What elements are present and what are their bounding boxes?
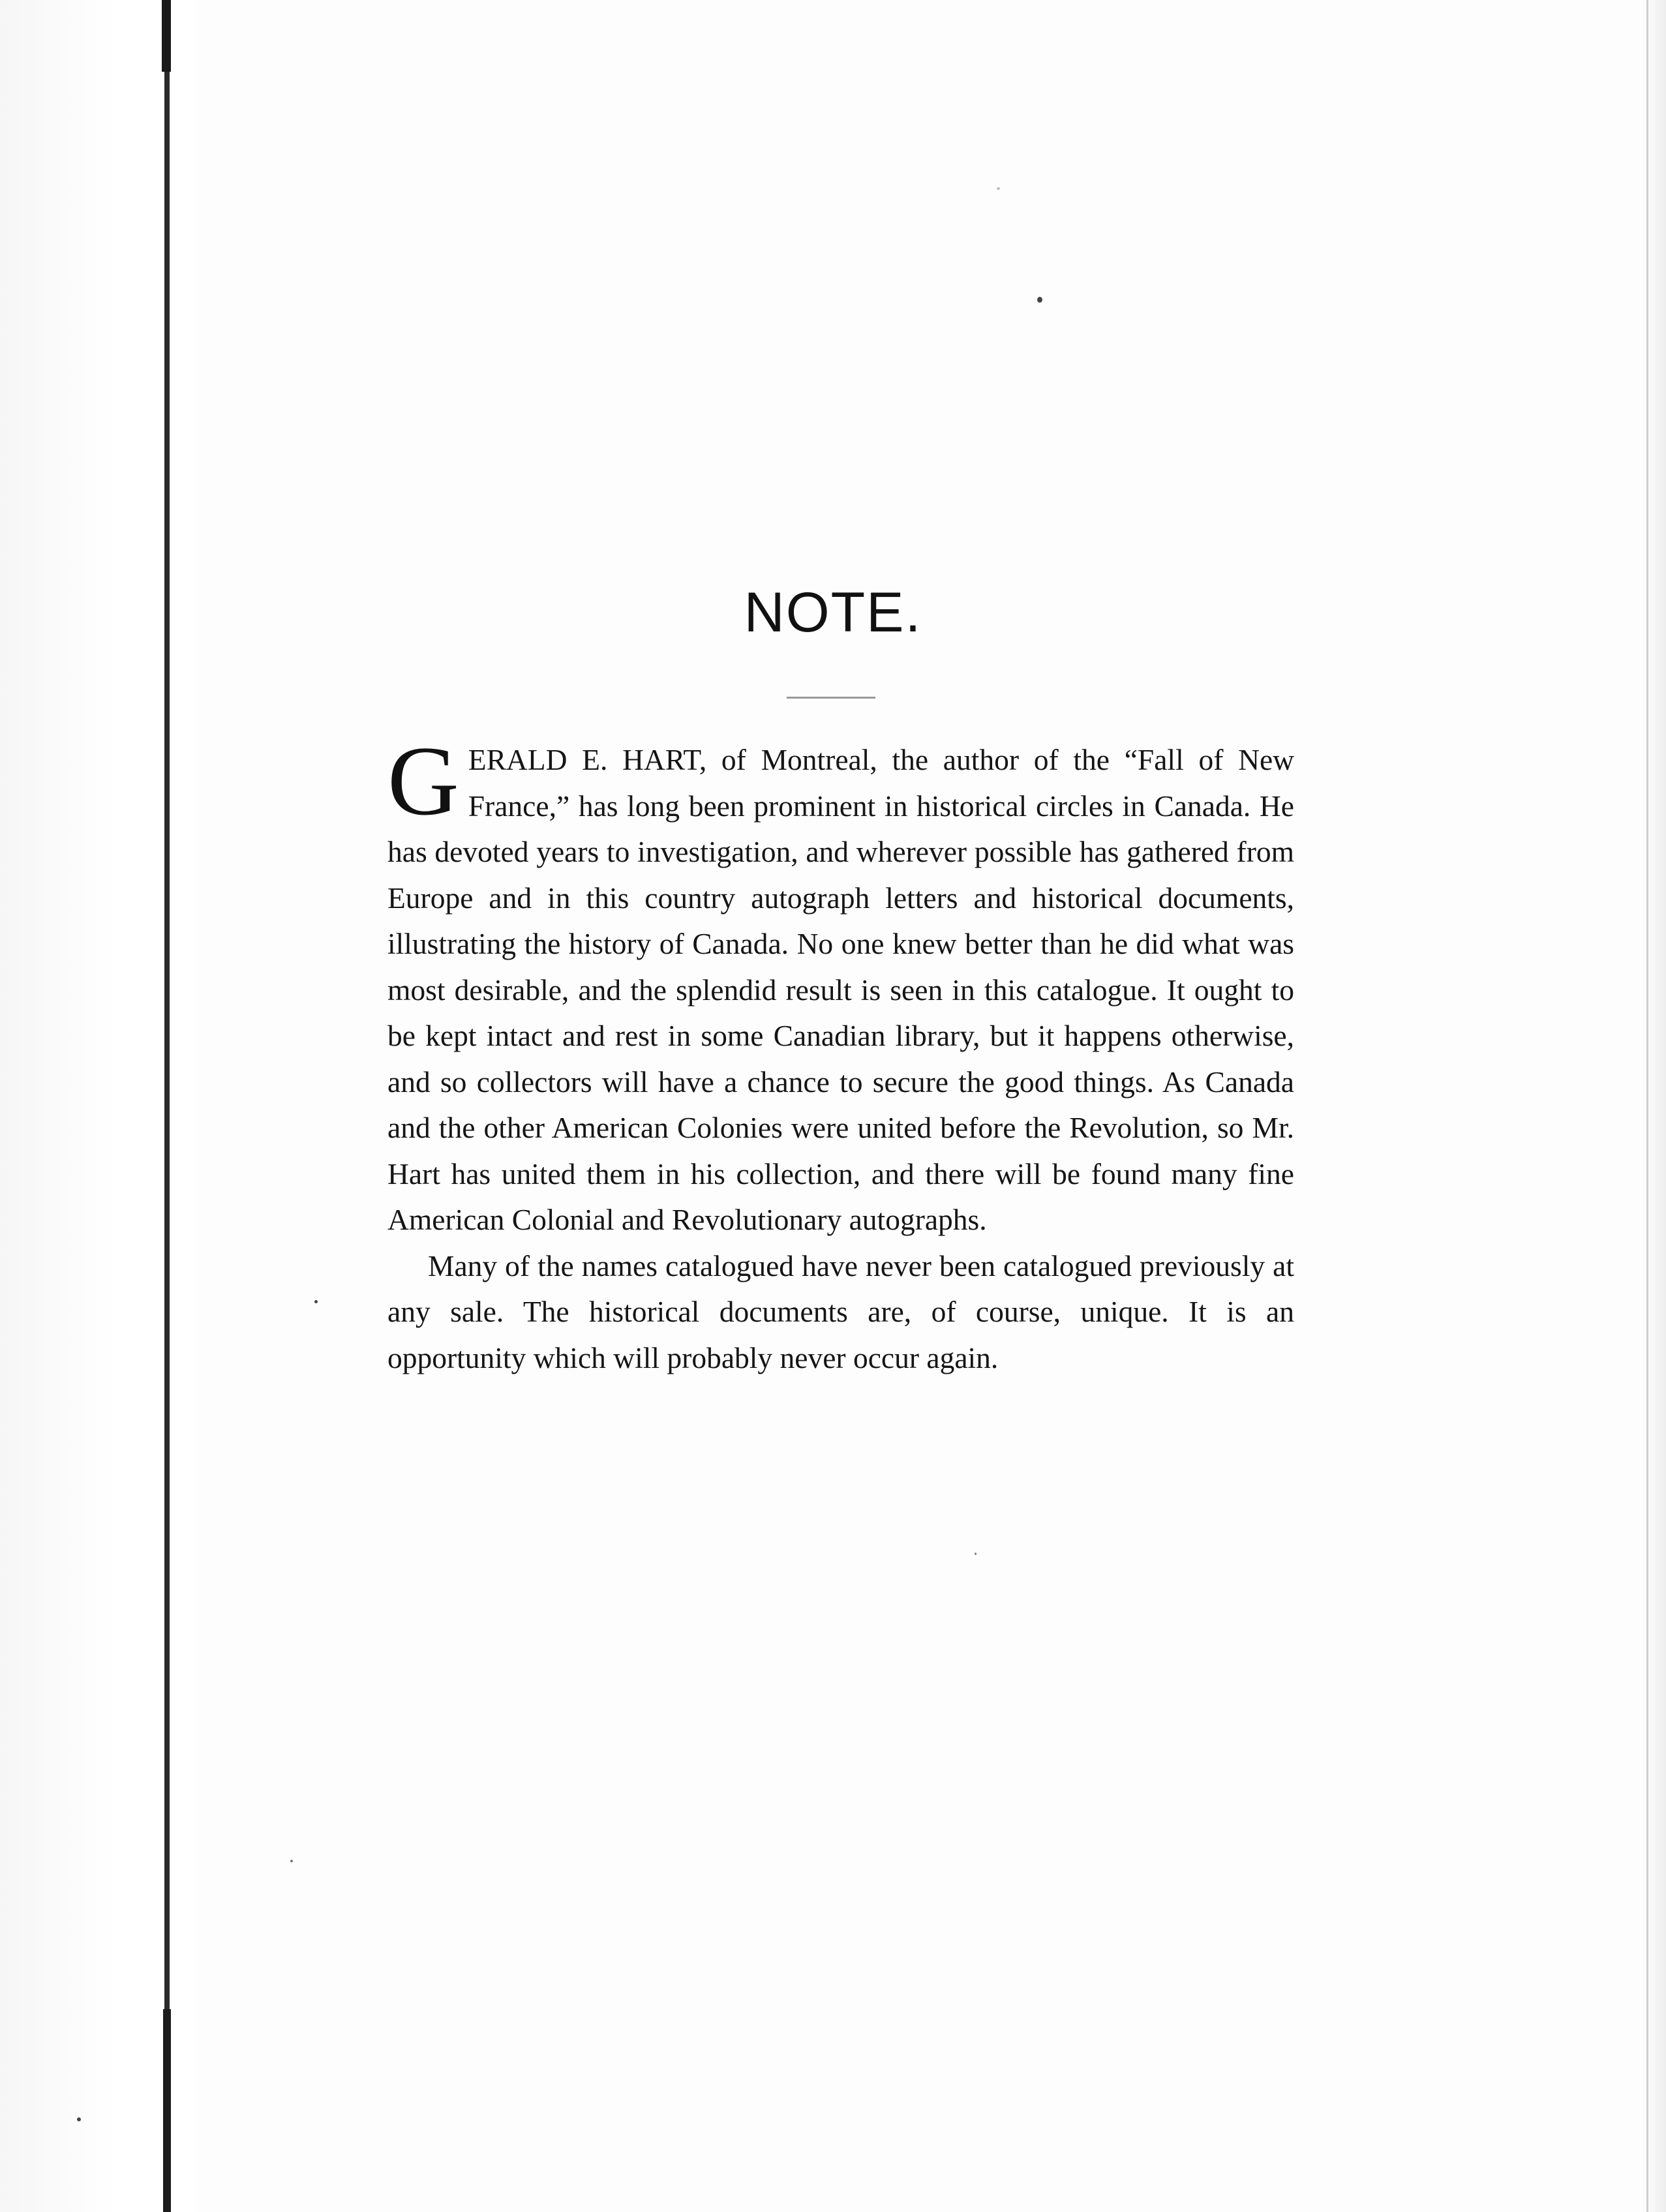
scan-speck [1037,297,1042,303]
note-body [387,726,1294,1381]
paragraph-first [387,726,1294,1243]
binding-edge-top [162,0,171,72]
binding-edge-line [164,0,170,2212]
page-right-edge-line [1646,0,1648,2212]
paragraph-second: Many of the names catalogued have never been catalogued previously at any sale. The historical documents are, of course, unique. It is an opportunity which will probably never occur again. [387,1249,1294,1374]
scan-speck [314,1300,318,1303]
scan-speck [975,1553,977,1555]
scan-speck [290,1860,293,1862]
drop-cap-letter: G [387,726,459,836]
title-rule [787,697,875,699]
scan-speck [997,187,1000,190]
paragraph-first-text: ERALD E. HART, of Montreal, the author of the “Fall of New France,” has long been prominent in historical circles in Canada. He has devoted years to investigation, and wherever possible has gathered from Europe and in this country autograph letters and historical documents, illustrating the history of Canada. No one knew better than he did what was most desirable, and the splendid result is seen in this catalogue. It ought to be kept intact and rest in some Canadian library, but it happens otherwise, and so collectors will have a chance to secure the good things. As Canada and the other American Colonies were united before the Revolution, so Mr. Hart has united them in his collection, and there will be found many fine American Colonial and Revolutionary autographs. [387,743,1294,1236]
binding-edge-bottom [163,2009,171,2212]
scan-speck [77,2117,81,2121]
page-right-edge [1640,0,1666,2212]
page-title: NOTE. [744,581,922,644]
